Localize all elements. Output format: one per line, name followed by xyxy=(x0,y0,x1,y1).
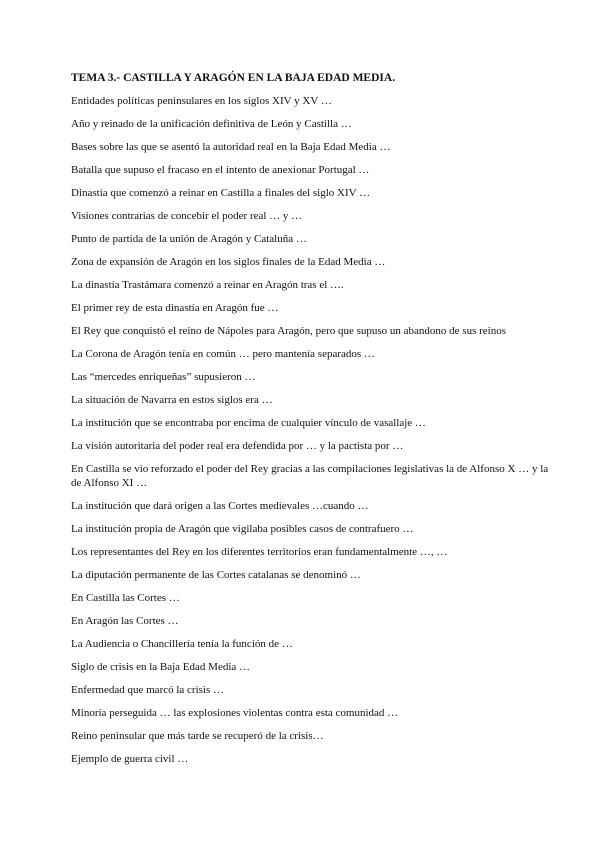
question-item: Ejemplo de guerra civil … xyxy=(71,753,189,765)
question-item: El Rey que conquistó el reino de Nápoles para Aragón, pero que supuso un abandono de sus reinos xyxy=(71,325,507,337)
question-item: La institución propia de Aragón que vigilaba posibles casos de contrafuero … xyxy=(71,523,414,535)
question-item: En Aragón las Cortes … xyxy=(71,615,179,627)
question-item: El primer rey de esta dinastía en Aragón fue … xyxy=(71,302,279,314)
question-item: Reino peninsular que más tarde se recuperó de la crisis… xyxy=(71,730,324,742)
question-item: Las “mercedes enriqueñas” supusieron … xyxy=(71,371,256,383)
question-item: Los representantes del Rey en los diferentes territorios eran fundamentalmente …, … xyxy=(71,546,448,558)
question-item: Bases sobre las que se asentó la autoridad real en la Baja Edad Media … xyxy=(71,141,391,153)
question-item: En Castilla las Cortes … xyxy=(71,592,180,604)
question-item: Entidades políticas peninsulares en los siglos XIV y XV … xyxy=(71,95,332,107)
question-item: La institución que dará origen a las Cortes medievales …cuando … xyxy=(71,500,369,512)
question-item: Dinastía que comenzó a reinar en Castilla a finales del siglo XIV … xyxy=(71,187,371,199)
question-item: La visión autoritaria del poder real era defendida por … y la pactista por … xyxy=(71,440,404,452)
question-item: La Audiencia o Chancillería tenía la función de … xyxy=(71,638,293,650)
question-item: La diputación permanente de las Cortes catalanas se denominó … xyxy=(71,569,361,581)
question-item: Punto de partida de la unión de Aragón y Cataluña … xyxy=(71,233,307,245)
question-item: Visiones contrarias de concebir el poder real … y … xyxy=(71,210,303,222)
question-list xyxy=(71,94,551,775)
question-item: En Castilla se vio reforzado el poder del Rey gracias a las compilaciones legislativas la de Alfonso X … y la de Alfonso XI … xyxy=(71,463,549,489)
question-item: Año y reinado de la unificación definitiva de León y Castilla … xyxy=(71,118,352,130)
question-item: Enfermedad que marcó la crisis … xyxy=(71,684,225,696)
question-item: Batalla que supuso el fracaso en el intento de anexionar Portugal … xyxy=(71,164,370,176)
question-item: Zona de expansión de Aragón en los siglos finales de la Edad Media … xyxy=(71,256,386,268)
document-title: TEMA 3.- CASTILLA Y ARAGÓN EN LA BAJA EDAD MEDIA. xyxy=(71,72,396,84)
question-item: Minoría perseguida … las explosiones violentas contra esta comunidad … xyxy=(71,707,399,719)
question-item: La Corona de Aragón tenía en común … pero mantenía separados … xyxy=(71,348,375,360)
question-item: La dinastía Trastámara comenzó a reinar en Aragón tras el …. xyxy=(71,279,344,291)
question-item: Siglo de crisis en la Baja Edad Media … xyxy=(71,661,251,673)
question-item: La situación de Navarra en estos siglos era … xyxy=(71,394,273,406)
question-item: La institución que se encontraba por encima de cualquier vínculo de vasallaje … xyxy=(71,417,426,429)
